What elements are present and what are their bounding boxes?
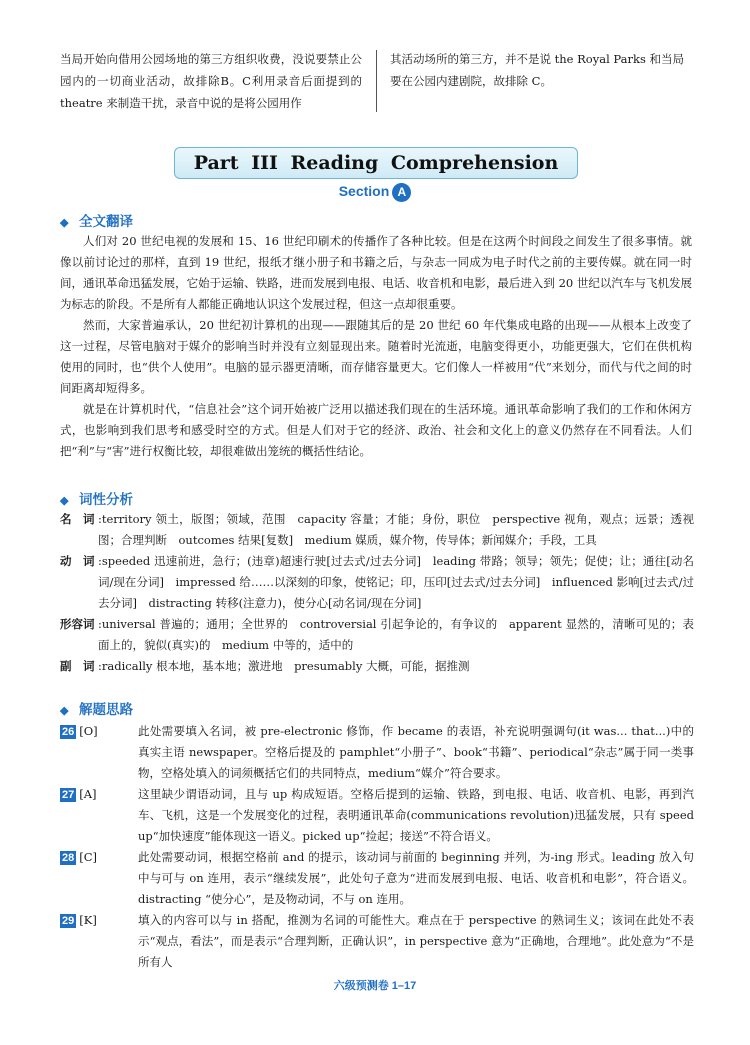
question-number-badge: 27 (62, 789, 75, 801)
solution-item (60, 847, 694, 910)
answer-letter: [K] (79, 913, 97, 927)
vocab-row-adverb (60, 656, 694, 677)
vocab-row-verb (60, 551, 694, 614)
answer-letter: [C] (79, 850, 98, 864)
translation-paragraph-3: 就是在计算机时代，“信息社会”这个词开始被广泛用以描述我们现在的生活环境。通讯革命影响了我们的工作和休闲方式，也影响到我们思考和感受时空的方式。但是人们对于它的经济、政治、社会和文化上的意义仍然存在不同看法。人们把“利”与“害”进行权衡比较，却很难做出笼统的概括性结论。 (60, 402, 692, 458)
question-number-badge: 26 (62, 726, 75, 738)
solution-text: 这里缺少谓语动词，且与 up 构成短语。空格后提到的运输、铁路，到电报、电话、收音机、电影，再到汽车、飞机，这是一个发展变化的过程，表明通讯革命(communications revolution)迅猛发展，只有 speed up“加快速度”能体现这一语义。picked up“捡起；接送”不符合语义。 (138, 787, 694, 843)
heading-translation (60, 210, 133, 230)
vocab-row-adjective (60, 614, 694, 656)
solution-item (60, 721, 694, 784)
carryover-left-column: 当局开始向借用公园场地的第三方组织收费，没说要禁止公园内的一切商业活动，故排除B。C利用录音后面提到的 theatre 来制造干扰，录音中说的是将公园用作 (60, 52, 362, 110)
heading-solutions (60, 698, 133, 718)
page-footer: 六级预测卷 1–17 (333, 980, 417, 992)
section-label: Section (338, 183, 390, 199)
vocab-row-noun (60, 509, 694, 551)
solution-item (60, 784, 694, 847)
question-number-badge: 29 (62, 915, 75, 927)
vocab-label: 动 词 (60, 554, 95, 568)
heading-vocab-label: 词性分析 (79, 492, 133, 507)
translation-body (60, 231, 692, 462)
vocab-label: 形容词 (60, 617, 95, 631)
solution-text: 此处需要填入名词，被 pre-electronic 修饰，作 became 的表语，补充说明强调句(it was... that...)中的真实主语 newspaper。空格后提及的 pamphlet“小册子”、book“书籍”、periodical“杂志”属于同一类事物，空格处填入的词须概括它们的共同特点，medium“媒介”符合要求。 (138, 724, 694, 780)
vocab-text: :speeded 迅速前进，急行；(违章)超速行驶[过去式/过去分词] leading 带路；领导；领先；促使；让；通往[动名词/现在分词] impressed 给……以深刻的印象，使铭记；印，压印[过去式/过去分词] influenced 影响[过去式/过去分词] distracting 转移(注意力)，使分心[动名词/现在分词] (98, 554, 694, 610)
vocab-label: 副 词 (60, 659, 95, 673)
vocab-text: :radically 根本地，基本地；激进地 presumably 大概，可能，据推测 (98, 659, 470, 673)
answer-letter: [O] (79, 724, 98, 738)
section-badge: A (392, 183, 411, 202)
part-title-banner: Part III Reading Comprehension (174, 147, 578, 179)
question-number-badge: 28 (62, 852, 75, 864)
translation-paragraph-1: 人们对 20 世纪电视的发展和 15、16 世纪印刷术的传播作了各种比较。但是在这两个时间段之间发生了很多事情。就像以前讨论过的那样，直到 19 世纪，报纸才继小册子和书籍之后，与杂志一同成为电子时代之前的主要传媒。就在同一时间，通讯革命迅猛发展，它始于运输、铁路，进而发展到电报、电话、收音机和电影，最后进入到 20 世纪以汽车与飞机发展为标志的阶段。不是所有人都能正确地认识这个发展过程，但这一点却很重要。 (60, 234, 692, 311)
solution-text: 填入的内容可以与 in 搭配，推测为名词的可能性大。难点在于 perspective 的熟词生义；该词在此处不表示“观点，看法”，而是表示“合理判断，正确认识”，in perspective 意为“正确地，合理地”。此处意为“不是所有人 (138, 913, 694, 969)
vocab-label: 名 词 (60, 512, 95, 526)
vocab-list (60, 509, 694, 677)
heading-translation-label: 全文翻译 (79, 214, 133, 229)
section-title (0, 183, 750, 202)
solutions-list (60, 721, 694, 973)
vocab-text: :universal 普遍的；通用；全世界的 controversial 引起争论的，有争议的 apparent 显然的，清晰可见的；表面上的，貌似(真实)的 medium 中等的，适中的 (98, 617, 694, 652)
carryover-right-column: 其活动场所的第三方，并不是说 the Royal Parks 和当局要在公园内建剧院，故排除 C。 (390, 52, 685, 88)
diamond-icon: ◆ (60, 495, 69, 507)
diamond-icon: ◆ (60, 217, 69, 229)
solution-item (60, 910, 694, 973)
answer-letter: [A] (79, 787, 97, 801)
solution-text: 此处需要动词，根据空格前 and 的提示，该动词与前面的 beginning 并列，为-ing 形式。leading 放入句中与可与 on 连用，表示“继续发展”，此处句子意为“进而发展到电报、电话、收音机和电影”，符合语义。distracting “使分心”，是及物动词，不与 on 连用。 (138, 850, 694, 906)
heading-vocab (60, 488, 133, 508)
diamond-icon: ◆ (60, 705, 69, 717)
column-divider (376, 50, 377, 112)
vocab-text: :territory 领土，版图；领域，范围 capacity 容量；才能；身份，职位 perspective 视角，观点；远景；透视图；合理判断 outcomes 结果[复数] medium 媒质，媒介物，传导体；新闻媒介；手段，工具 (98, 512, 694, 547)
translation-paragraph-2: 然而，大家普遍承认，20 世纪初计算机的出现——跟随其后的是 20 世纪 60 年代集成电路的出现——从根本上改变了这一过程，尽管电脑对于媒介的影响当时并没有立刻显现出来。随着时光流逝，电脑变得更小，功能更强大，它们在供机构使用的同时，也“供个人使用”。电脑的显示器更清晰，而存储容量更大。它们像人一样被用“代”来划分，而代与代之间的时间距离却短得多。 (60, 318, 692, 395)
heading-solutions-label: 解题思路 (79, 702, 133, 717)
